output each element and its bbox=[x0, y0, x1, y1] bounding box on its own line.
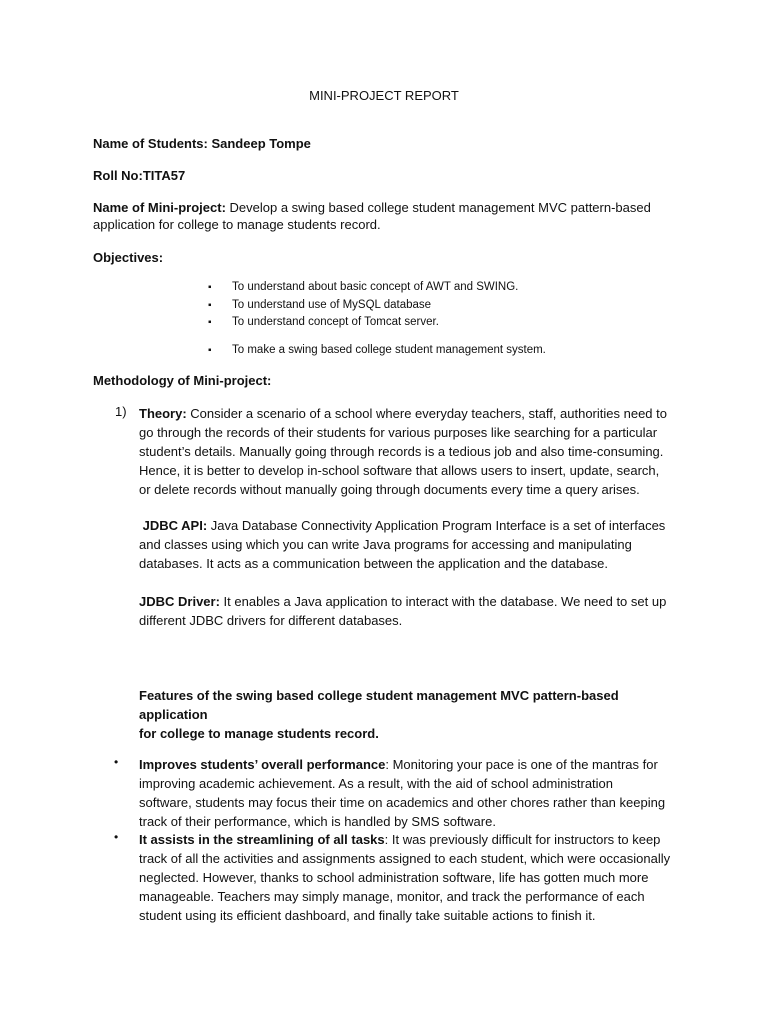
students-name-text: Name of Students: Sandeep Tompe bbox=[93, 136, 311, 151]
objective-item bbox=[208, 314, 688, 332]
jdbc-driver-line bbox=[139, 592, 679, 611]
objective-text: To make a swing based college student management system. bbox=[232, 343, 546, 356]
theory-label: Theory: bbox=[139, 406, 187, 421]
report-title: MINI-PROJECT REPORT bbox=[309, 88, 459, 103]
jdbc-api-paragraph bbox=[139, 516, 679, 573]
features-heading-line: for college to manage students record. bbox=[139, 726, 379, 741]
feature-line: track of all the activities and assignments assigned to each student, which were occasionally bbox=[139, 851, 671, 866]
theory-line: go through the records of their students for various purposes like searching for a particular bbox=[139, 425, 658, 440]
roll-number-text: Roll No:TITA57 bbox=[93, 168, 186, 183]
features-heading-line: Features of the swing based college student management MVC pattern-based application bbox=[139, 688, 619, 722]
feature-label: It assists in the streamlining of all tasks bbox=[139, 832, 385, 847]
square-bullet-icon: ▪ bbox=[208, 317, 212, 328]
features-heading bbox=[139, 686, 679, 743]
theory-paragraph bbox=[139, 404, 679, 499]
jdbc-api-line: and classes using which you can write Java programs for accessing and manipulating bbox=[139, 537, 632, 552]
bullet-icon: • bbox=[114, 755, 119, 769]
jdbc-driver-label: JDBC Driver: bbox=[139, 594, 220, 609]
objectives-heading bbox=[93, 250, 163, 265]
jdbc-driver-text: It enables a Java application to interact with the database. We need to set up bbox=[223, 594, 667, 609]
roll-number bbox=[93, 168, 185, 183]
feature-text: : Monitoring your pace is one of the mantras for bbox=[385, 757, 658, 772]
theory-line bbox=[139, 404, 679, 423]
objective-item bbox=[208, 297, 688, 315]
feature-label: Improves students’ overall performance bbox=[139, 757, 386, 772]
square-bullet-icon: ▪ bbox=[208, 282, 212, 293]
jdbc-api-line: databases. It acts as a communication between the application and the database. bbox=[139, 556, 609, 571]
feature-text: : It was previously difficult for instructors to keep bbox=[384, 832, 661, 847]
feature-line bbox=[139, 755, 679, 774]
students-name bbox=[93, 136, 311, 151]
objective-item bbox=[208, 342, 688, 360]
bullet-icon: • bbox=[114, 830, 119, 844]
feature-line: manageable. Teachers may simply manage, monitor, and track the performance of each bbox=[139, 889, 645, 904]
theory-text: Consider a scenario of a school where everyday teachers, staff, authorities need to bbox=[190, 406, 667, 421]
methodology-heading-text: Methodology of Mini-project: bbox=[93, 373, 272, 388]
objective-text: To understand use of MySQL database bbox=[232, 298, 432, 311]
objectives-list bbox=[208, 279, 688, 359]
mini-project-line-1: Develop a swing based college student management MVC pattern-based bbox=[229, 200, 651, 215]
objective-text: To understand about basic concept of AWT and SWING. bbox=[232, 281, 519, 293]
feature-line: improving academic achievement. As a result, with the aid of school administration bbox=[139, 776, 614, 791]
jdbc-driver-paragraph bbox=[139, 592, 679, 630]
objectives-heading-text: Objectives: bbox=[93, 250, 164, 265]
jdbc-driver-line: different JDBC drivers for different databases. bbox=[139, 613, 403, 628]
feature-item bbox=[139, 830, 679, 925]
mini-project-line-2: application for college to manage students record. bbox=[93, 217, 381, 232]
objective-text: To understand concept of Tomcat server. bbox=[232, 316, 439, 328]
jdbc-api-label: JDBC API: bbox=[142, 518, 208, 533]
feature-line: student using its efficient dashboard, and finally take suitable actions to finish it. bbox=[139, 908, 596, 923]
feature-line bbox=[139, 830, 679, 849]
square-bullet-icon: ▪ bbox=[208, 344, 212, 356]
mini-project-name bbox=[93, 200, 651, 215]
mini-project-label: Name of Mini-project: bbox=[93, 200, 226, 215]
jdbc-api-text: Java Database Connectivity Application Program Interface is a set of interfaces bbox=[210, 518, 666, 533]
feature-item bbox=[139, 755, 679, 831]
feature-line: track of their performance, which is handled by SMS software. bbox=[139, 814, 496, 829]
jdbc-api-line bbox=[139, 516, 679, 535]
feature-line: neglected. However, thanks to school administration software, life has gotten much more bbox=[139, 870, 649, 885]
square-bullet-icon: ▪ bbox=[208, 299, 212, 311]
theory-line: or delete records without manually going through documents every time a query arises. bbox=[139, 482, 640, 497]
objective-item bbox=[208, 279, 688, 297]
theory-line: student’s details. Manually going through records is a tedious job and also time-consuming. bbox=[139, 444, 664, 459]
methodology-heading bbox=[93, 373, 271, 388]
theory-line: Hence, it is better to develop in-school software that allows users to insert, update, search, bbox=[139, 463, 660, 478]
list-number: 1) bbox=[115, 404, 127, 419]
feature-line: software, students may focus their time on academics and other chores rather than keeping bbox=[139, 795, 666, 810]
